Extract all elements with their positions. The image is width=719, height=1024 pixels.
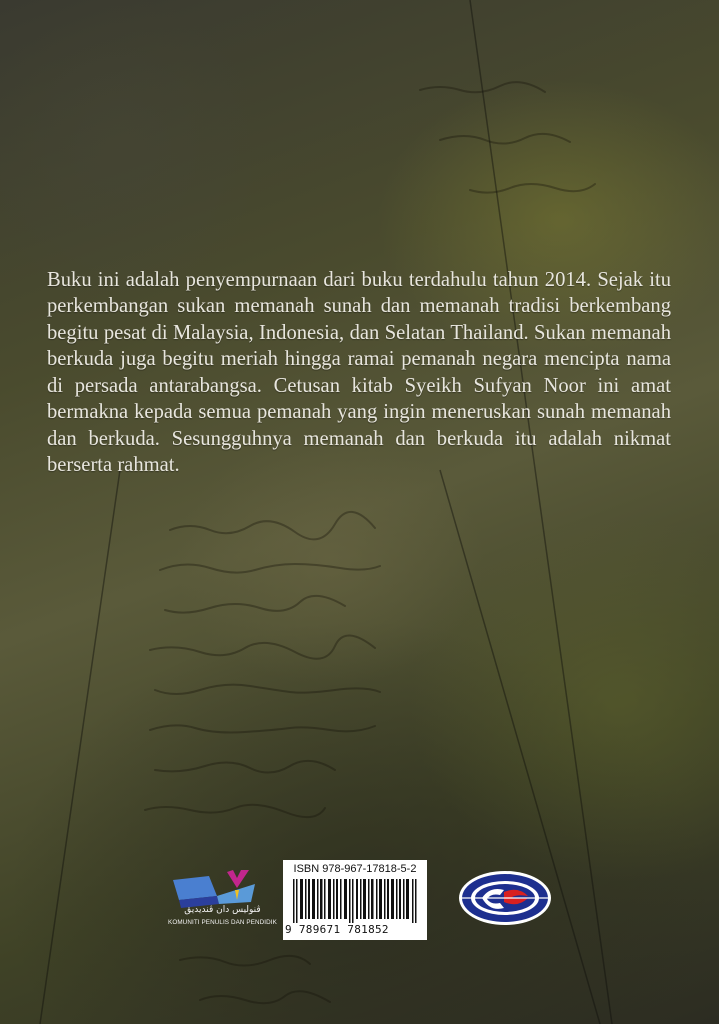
isbn-number: ISBN 978-967-17818-5-2 [293, 863, 417, 875]
publisher-tagline: KOMUNITI PENULIS DAN PENDIDIK [168, 919, 277, 926]
isbn-barcode [283, 860, 427, 940]
blurb-text: Buku ini adalah penyempurnaan dari buku terdahulu tahun 2014. Sejak itu perkembangan sukan memanah sunah dan memanah tradisi berkembang begitu pesat di Malaysia, Indonesia, dan Selatan Thailand. Sukan memanah berkuda juga begitu meriah hingga ramai pemanah negara mencipta nama di persada antarabangsa. Cetusan kitab Syeikh Sufyan Noor ini amat bermakna kepada semua pemanah yang ingin meneruskan sunah memanah dan berkuda. Sesungguhnya memanah dan berkuda itu adalah nikmat berserta rahmat. [47, 268, 671, 477]
distributor-logo [456, 868, 554, 928]
barcode-bars [293, 879, 417, 923]
barcode-digits: 9 789671 781852 [285, 923, 389, 936]
publisher-name: ڤنوليس دان ڤنديديق [184, 905, 261, 915]
